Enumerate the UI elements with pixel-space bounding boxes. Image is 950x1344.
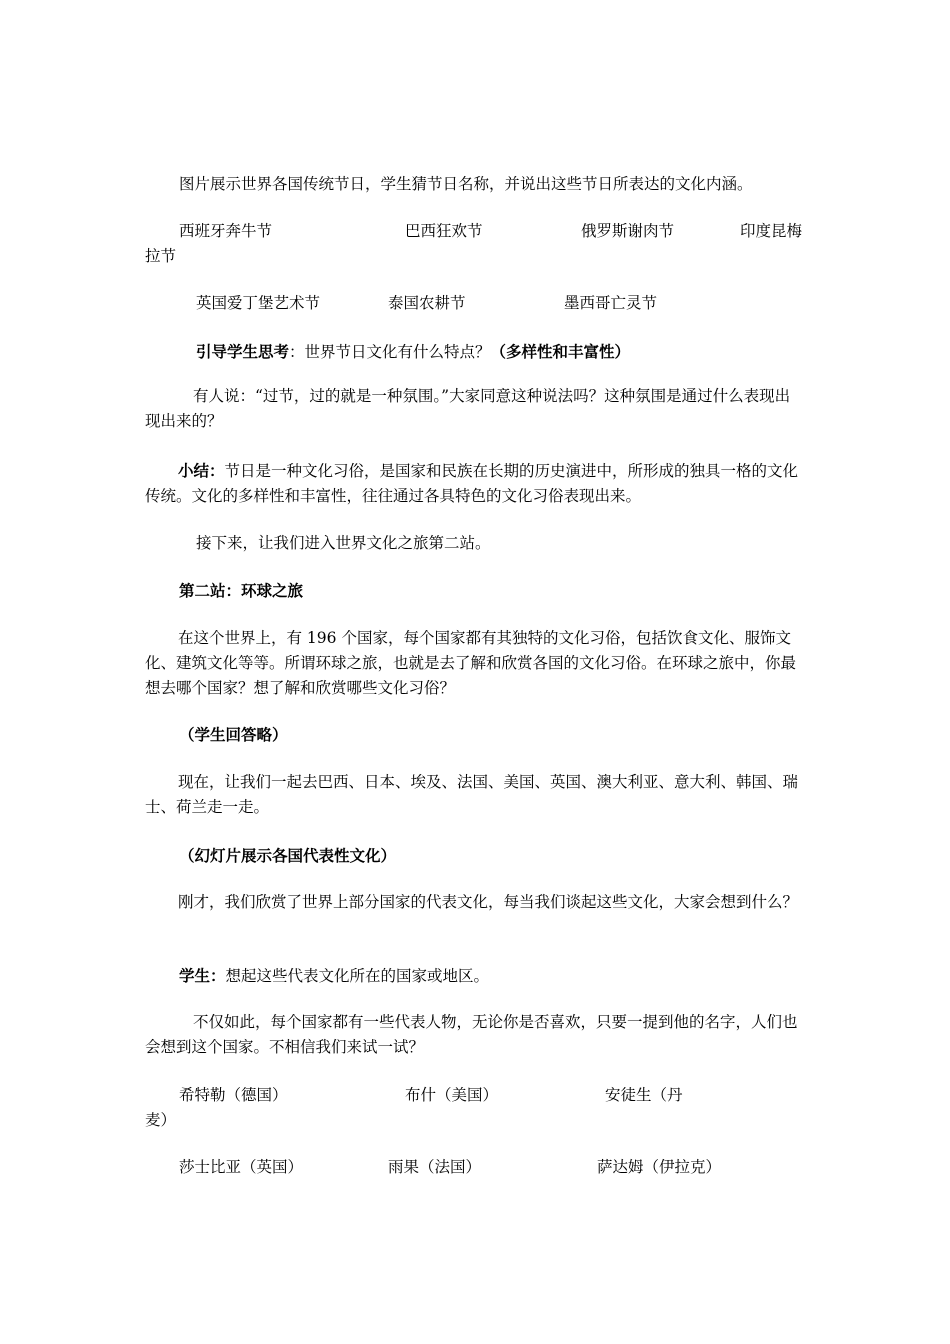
festival-item: 印度昆梅 [740,222,803,240]
person-item: 莎士比亚（英国） [179,1158,304,1176]
person-item: 布什（美国） [405,1086,499,1104]
festival-item: 西班牙奔牛节 [179,222,273,240]
people-paragraph: 不仅如此，每个国家都有一些代表人物，无论你是否喜欢，只要一提到他的名字，人们也会想到这个国家。不相信我们来试一试？ [145,1013,798,1056]
guide-answer: （多样性和丰富性） [490,342,631,361]
student-text: 想起这些代表文化所在的国家或地区。 [225,967,490,985]
person-item: 安徒生（丹 [605,1086,683,1104]
festival-item: 墨西哥亡灵节 [564,294,658,312]
festival-item: 英国爱丁堡艺术节 [196,294,321,312]
festival-item: 巴西狂欢节 [405,222,483,240]
intro-paragraph: 图片展示世界各国传统节日，学生猜节日名称，并说出这些节日所表达的文化内涵。 [179,175,753,193]
next-station-line: 接下来，让我们进入世界文化之旅第二站。 [196,534,491,552]
countries-paragraph: 现在，让我们一起去巴西、日本、埃及、法国、美国、英国、澳大利亚、意大利、韩国、瑞士、荷兰走一走。 [145,773,799,816]
person-item: 希特勒（德国） [179,1086,288,1104]
section-heading: 第二站：环球之旅 [179,581,304,600]
person-item-wrap: 麦） [145,1111,177,1129]
person-item: 萨达姆（伊拉克） [597,1158,722,1176]
atmosphere-paragraph: 有人说：“过节，过的就是一种氛围。”大家同意这种说法吗？这种氛围是通过什么表现出现出来的？ [145,387,791,430]
student-answer-note: （学生回答略） [179,725,288,744]
world-paragraph: 在这个世界上，有 196 个国家，每个国家都有其独特的文化习俗，包括饮食文化、服饰文化、建筑文化等等。所谓环球之旅，也就是去了解和欣赏各国的文化习俗。在环球之旅中，你最想去哪个国家？想了解和欣赏哪些文化习俗？ [145,629,797,697]
festival-item: 俄罗斯谢肉节 [581,222,675,240]
student-reply [179,963,489,989]
think-paragraph: 刚才，我们欣赏了世界上部分国家的代表文化，每当我们谈起这些文化，大家会想到什么？ [178,893,799,911]
summary-label: 小结： [178,461,225,480]
guide-question [196,339,630,365]
guide-label: 引导学生思考 [196,342,290,361]
summary-paragraph [145,458,805,509]
slides-note: （幻灯片展示各国代表性文化） [179,846,397,865]
summary-text: 节日是一种文化习俗，是国家和民族在长期的历史演进中，所形成的独具一格的文化传统。文化的多样性和丰富性，往往通过各具特色的文化习俗表现出来。 [145,462,799,505]
person-item: 雨果（法国） [388,1158,482,1176]
guide-text: ：世界节日文化有什么特点？ [289,343,491,361]
festival-item: 泰国农耕节 [388,294,466,312]
festival-item-wrap: 拉节 [145,247,177,265]
student-label: 学生： [179,966,226,985]
